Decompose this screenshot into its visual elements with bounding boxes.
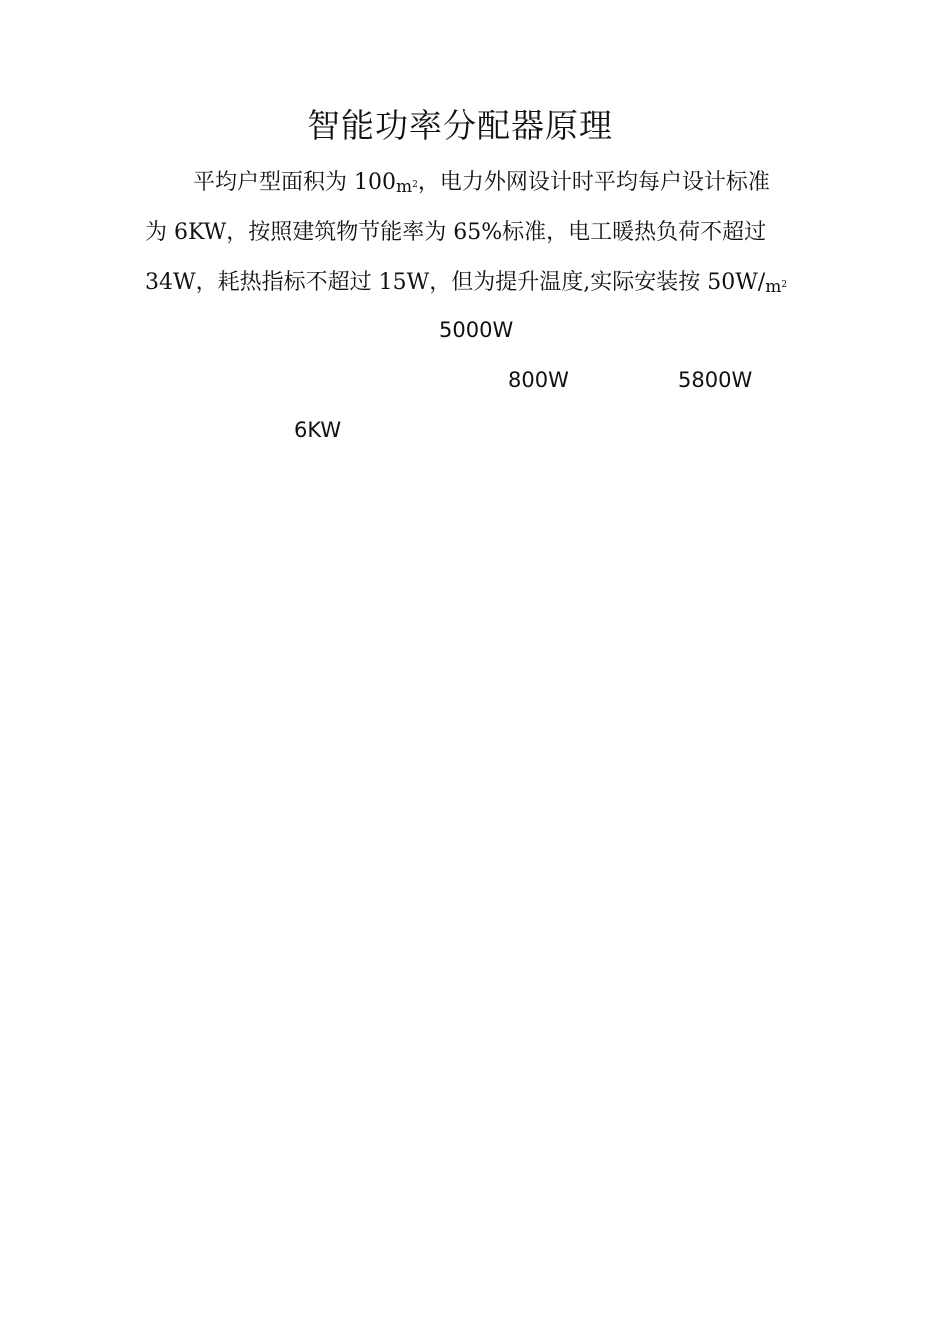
paragraph-line-1 <box>193 172 770 196</box>
paragraph-line-1-text-a: 平均户型面积为 100 <box>193 170 396 195</box>
power-value-5800w: 5800W <box>678 368 753 392</box>
paragraph-line-1-text-b: ，电力外网设计时平均每户设计标准 <box>417 170 770 195</box>
area-unit-exponent: 2 <box>781 280 788 290</box>
power-value-6kw: 6KW <box>294 418 342 442</box>
area-unit: m <box>765 277 782 297</box>
paragraph-line-3 <box>145 272 787 296</box>
paragraph-line-3-text: 34W，耗热指标不超过 15W，但为提升温度,实际安装按 50W/ <box>145 270 766 295</box>
document-title: 智能功率分配器原理 <box>307 106 613 145</box>
area-unit: m <box>396 177 413 197</box>
paragraph-line-2: 为 6KW，按照建筑物节能率为 65%标准，电工暖热负荷不超过 <box>145 220 767 245</box>
power-value-800w: 800W <box>508 368 569 392</box>
area-unit-exponent: 2 <box>412 180 418 190</box>
power-value-5000w: 5000W <box>439 318 514 342</box>
